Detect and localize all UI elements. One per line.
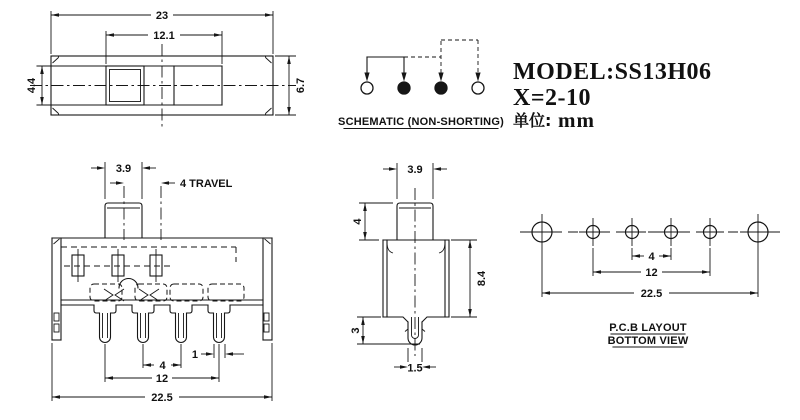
title-block bbox=[513, 59, 712, 132]
pcb-caption bbox=[608, 322, 689, 347]
dim-side-pin-width: 1.5 bbox=[407, 362, 423, 375]
dim-slot-width: 12.1 bbox=[153, 30, 175, 42]
dim-pin-width: 1 bbox=[191, 349, 198, 361]
schematic-diagram bbox=[338, 40, 504, 129]
dim-pin-pitch: 4 bbox=[159, 360, 166, 372]
dim-pcb-overall: 22.5 bbox=[640, 288, 663, 300]
dim-pin-span: 12 bbox=[155, 373, 169, 385]
wiper-contact bbox=[139, 289, 159, 301]
dim-slot-height: 4.4 bbox=[26, 77, 38, 94]
side-view-body bbox=[383, 240, 449, 345]
dim-overall-width-front: 22.5 bbox=[151, 392, 173, 404]
dim-pcb-pitch: 4 bbox=[648, 251, 655, 263]
front-pins bbox=[94, 305, 230, 343]
schematic-caption: SCHEMATIC (NON-SHORTING) bbox=[338, 116, 504, 128]
unit-label: 单位: bbox=[513, 111, 552, 130]
dim-overall-width: 23 bbox=[155, 10, 169, 22]
dim-overall-height: 6.7 bbox=[295, 77, 307, 94]
dim-travel: 4 TRAVEL bbox=[180, 178, 233, 190]
pcb-dimensions bbox=[542, 248, 758, 300]
terminal-open bbox=[361, 82, 373, 94]
contact-arrow bbox=[438, 73, 443, 82]
pcb-caption-line1: P.C.B LAYOUT bbox=[609, 322, 687, 334]
front-view-body bbox=[52, 238, 272, 343]
front-view-dims-bottom bbox=[52, 343, 272, 404]
top-view-body bbox=[30, 44, 296, 130]
dim-body-height: 8.4 bbox=[476, 270, 488, 287]
terminal-open bbox=[472, 82, 484, 94]
front-view bbox=[52, 162, 272, 404]
dim-pin-length: 3 bbox=[350, 327, 362, 334]
unit-value: mm bbox=[558, 108, 595, 132]
contact-arrow bbox=[401, 73, 406, 82]
side-view bbox=[350, 163, 488, 375]
front-view-dim-knob bbox=[91, 162, 233, 240]
top-view-dimensions bbox=[26, 10, 307, 115]
dim-knob-height: 4 bbox=[352, 218, 364, 225]
front-view-knob bbox=[105, 203, 142, 238]
dim-knob-width: 3.9 bbox=[115, 163, 132, 175]
contact-arrow bbox=[364, 73, 369, 82]
top-view bbox=[26, 10, 307, 130]
contact-arrow bbox=[475, 73, 480, 82]
dim-pcb-span: 12 bbox=[645, 267, 658, 279]
pcb-layout bbox=[520, 214, 780, 347]
dim-side-knob-width: 3.9 bbox=[407, 164, 423, 176]
pcb-caption-line2: BOTTOM VIEW bbox=[607, 335, 689, 347]
terminal-filled bbox=[398, 82, 410, 94]
terminal-filled bbox=[435, 82, 447, 94]
range-spec: X=2-10 bbox=[513, 85, 591, 111]
model-number: MODEL:SS13H06 bbox=[513, 59, 712, 85]
mounting-legs bbox=[52, 313, 272, 340]
